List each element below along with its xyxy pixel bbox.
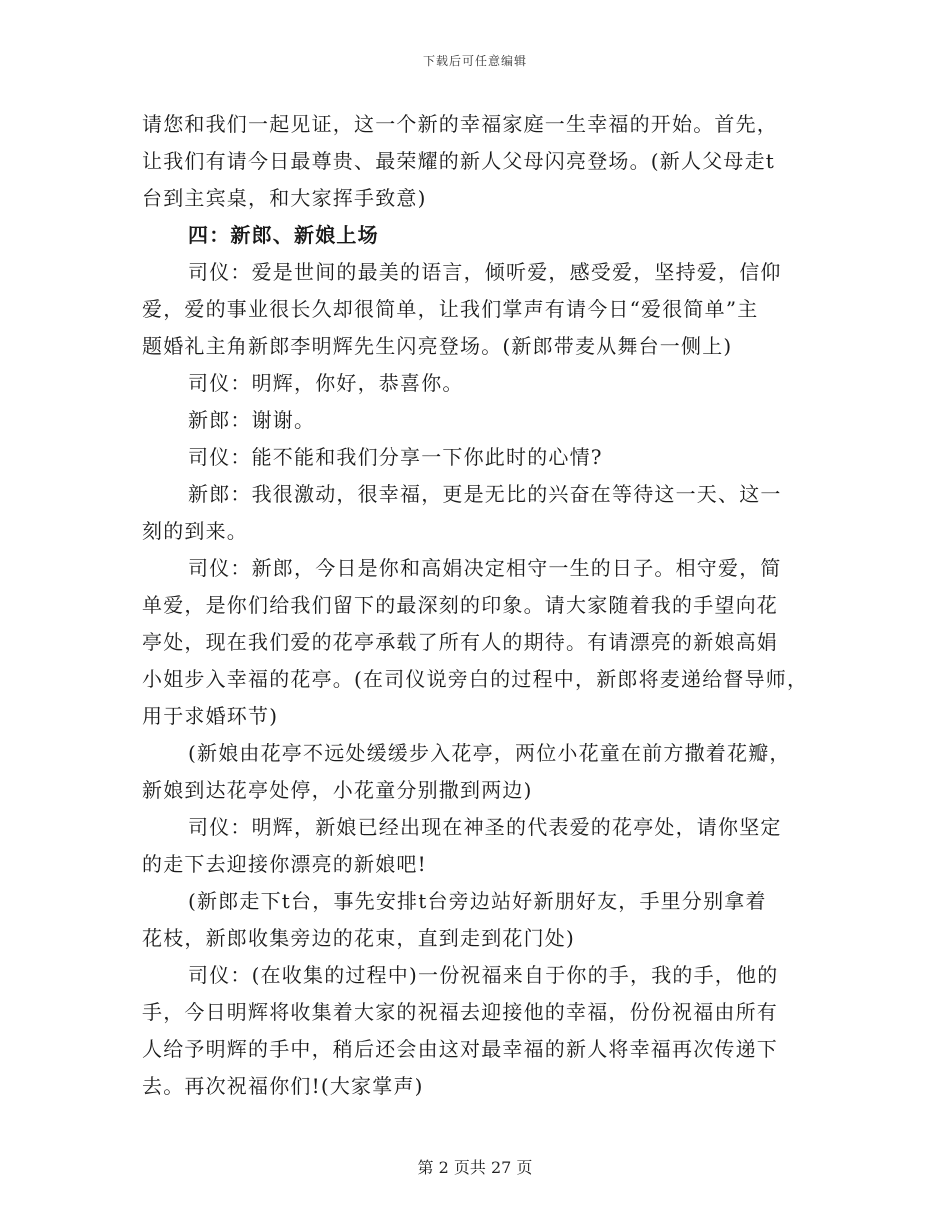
page-header: 下载后可任意编辑 (422, 54, 527, 68)
text-line: 司仪：(在收集的过程中)一份祝福来自于你的手，我的手，他的 (188, 963, 779, 987)
text-line: 台到主宾桌，和大家挥手致意) (142, 186, 427, 210)
text-line: (新郎走下t台，事先安排t台旁边站好新朋好友，手里分别拿着 (188, 889, 767, 913)
text-line: 小姐步入幸福的花亭。(在司仪说旁白的过程中，新郎将麦递给督导师， (142, 667, 809, 691)
text-line: 的走下去迎接你漂亮的新娘吧! (142, 852, 427, 876)
document-body (142, 106, 808, 1105)
section-heading: 四：新郎、新娘上场 (188, 223, 379, 247)
text-line: 司仪：明辉，新娘已经出现在神圣的代表爱的花亭处，请你坚定 (188, 815, 782, 839)
text-line: 题婚礼主角新郎李明辉先生闪亮登场。(新郎带麦从舞台一侧上) (142, 334, 733, 358)
text-line: 刻的到来。 (142, 519, 248, 543)
text-line: 司仪：能不能和我们分享一下你此时的心情? (188, 445, 603, 469)
text-line: 手，今日明辉将收集着大家的祝福去迎接他的幸福，份份祝福由所有 (142, 1000, 778, 1024)
text-line: 新郎：谢谢。 (188, 408, 316, 432)
text-line: 去。再次祝福你们!(大家掌声) (142, 1074, 424, 1098)
text-line: 亭处，现在我们爱的花亭承载了所有人的期待。有请漂亮的新娘高娟 (142, 630, 778, 654)
text-line: 司仪：新郎，今日是你和高娟决定相守一生的日子。相守爱，简 (188, 556, 782, 580)
text-line: 爱，爱的事业很长久却很简单，让我们掌声有请今日“爱很简单”主 (142, 297, 759, 321)
text-line: 用于求婚环节) (142, 704, 279, 728)
page-number: 第 2 页共 27 页 (417, 1158, 533, 1177)
text-line: 请您和我们一起见证，这一个新的幸福家庭一生幸福的开始。首先， (142, 112, 778, 136)
text-line: 让我们有请今日最尊贵、最荣耀的新人父母闪亮登场。(新人父母走t (142, 149, 776, 173)
text-line: 人给予明辉的手中，稍后还会由这对最幸福的新人将幸福再次传递下 (142, 1037, 778, 1061)
text-line: 新郎：我很激动，很幸福，更是无比的兴奋在等待这一天、这一 (188, 482, 782, 506)
text-line: 司仪：爱是世间的最美的语言，倾听爱，感受爱，坚持爱，信仰 (188, 260, 782, 284)
text-line: 花枝，新郎收集旁边的花束，直到走到花门处) (142, 926, 576, 950)
text-line: (新娘由花亭不远处缓缓步入花亭，两位小花童在前方撒着花瓣， (188, 741, 791, 765)
text-line: 司仪：明辉，你好，恭喜你。 (188, 371, 464, 395)
text-line: 新娘到达花亭处停，小花童分别撒到两边) (142, 778, 533, 802)
text-line: 单爱，是你们给我们留下的最深刻的印象。请大家随着我的手望向花 (142, 593, 778, 617)
